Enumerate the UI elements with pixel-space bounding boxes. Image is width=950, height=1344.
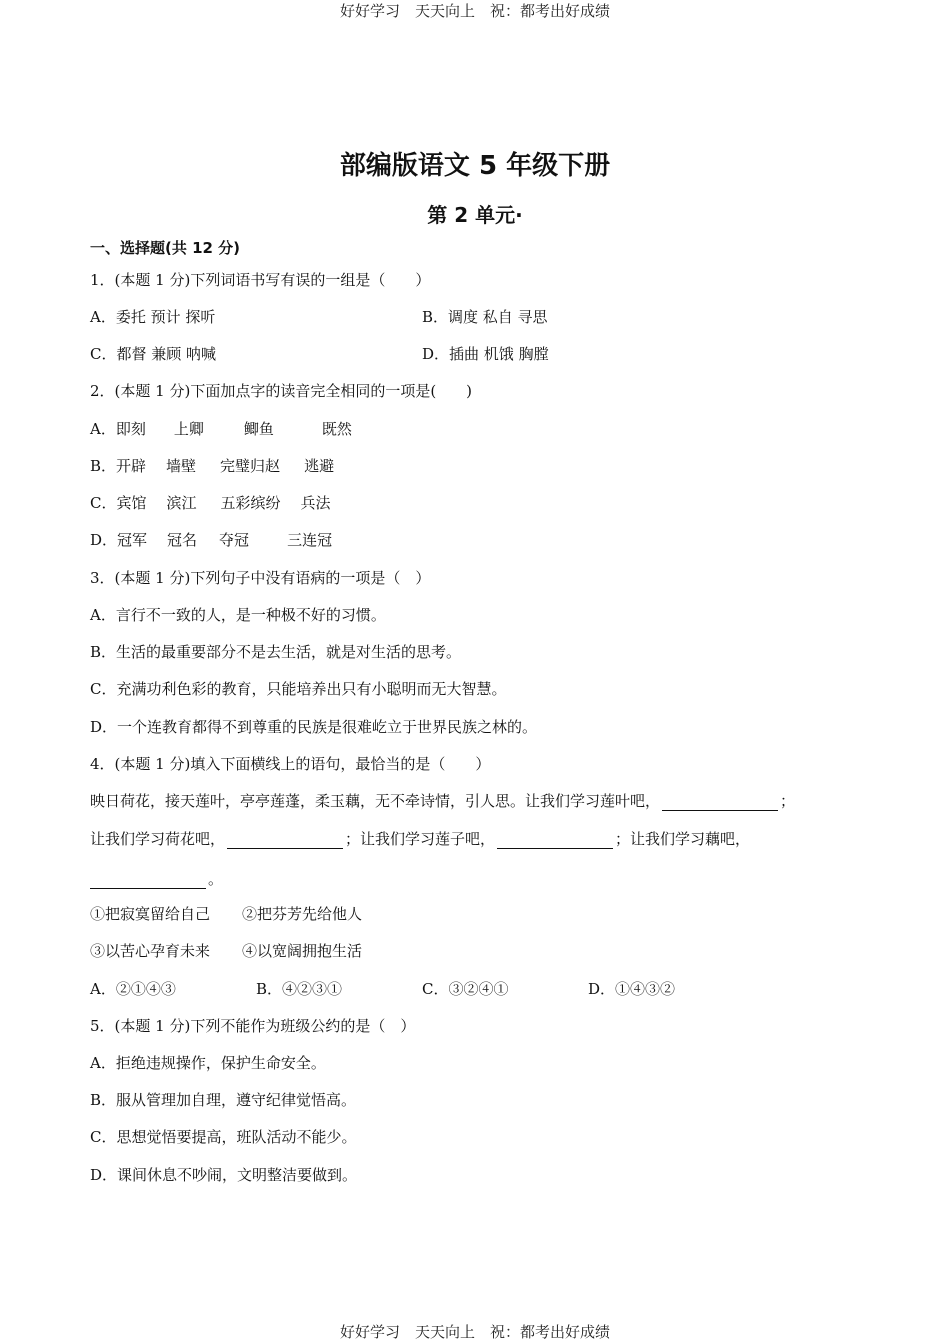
q4-phrase: ④以宽阔拥抱生活 [242,942,363,960]
q4-phrases-row-2 [90,941,362,961]
page-subtitle: 第 2 单元· [427,203,523,227]
q4-phrases-row-1 [90,904,362,924]
q2-b-label: B．开辟 [90,457,147,475]
q1-option-a: A．委托 预计 探听 [90,308,216,326]
page-title: 部编版语文 5 年级下册 [339,151,611,181]
q4-passage-text: 让我们学习荷花吧， [90,830,226,848]
q2-c-label: C．宾馆 [90,494,147,512]
q2-option-d [90,530,332,550]
page-footer: 好好学习 天天向上 祝：都考出好成绩 [339,1323,610,1341]
q4-option-a: A．②①④③ [90,980,176,998]
q4-passage-punct: ； [780,792,796,810]
q5-option-b: B．服从管理加自理，遵守纪律觉悟高。 [90,1091,357,1109]
q4-passage-text: 映日荷花，接天莲叶，亭亭莲蓬，柔玉藕，无不牵诗情，引人思。让我们学习莲叶吧， [90,792,661,810]
q2-b-word: 墙壁 [166,457,197,475]
q4-phrase: ①把寂寞留给自己 [90,905,211,923]
q2-c-word: 五彩缤纷 [220,494,281,512]
q4-passage-line-1 [90,791,795,811]
q1-stem: 1．(本题 1 分)下列词语书写有误的一组是（ ） [90,271,431,289]
q4-blank-4[interactable] [90,872,206,889]
q4-passage-line-3 [90,869,223,889]
q3-option-b: B．生活的最重要部分不是去生活，就是对生活的思考。 [90,643,462,661]
q3-option-d: D．一个连教育都得不到尊重的民族是很难屹立于世界民族之林的。 [90,718,538,736]
q4-blank-2[interactable] [227,832,343,849]
q2-option-c [90,493,331,513]
q3-stem: 3．(本题 1 分)下列句子中没有语病的一项是（ ） [90,569,431,587]
q2-b-word: 逃避 [304,457,335,475]
section-heading: 一、选择题(共 12 分) [90,239,241,257]
q2-d-word: 夺冠 [219,531,250,549]
q4-phrase: ③以苦心孕育未来 [90,942,211,960]
q1-option-d: D．插曲 机饿 胸膛 [422,345,549,363]
q5-option-c: C．思想觉悟要提高，班队活动不能少。 [90,1128,357,1146]
page-header: 好好学习 天天向上 祝：都考出好成绩 [339,2,610,20]
q4-option-c: C．③②④① [422,980,509,998]
q4-passage-text: ；让我们学习藕吧， [615,830,751,848]
q2-a-word: 既然 [321,420,352,438]
q2-c-word: 滨江 [166,494,197,512]
q4-passage-punct: 。 [208,870,224,888]
q2-option-b [90,456,334,476]
q2-stem: 2．(本题 1 分)下面加点字的读音完全相同的一项是( ) [90,382,473,400]
q3-option-c: C．充满功利色彩的教育，只能培养出只有小聪明而无大智慧。 [90,680,507,698]
q2-d-word: 三连冠 [287,531,333,549]
q3-option-a: A．言行不一致的人，是一种极不好的习惯。 [90,606,386,624]
q2-a-word: 鲫鱼 [243,420,274,438]
q4-option-d: D．①④③② [588,980,676,998]
q4-blank-3[interactable] [497,832,613,849]
q5-option-d: D．课间休息不吵闹，文明整洁要做到。 [90,1166,358,1184]
q2-b-word: 完璧归赵 [220,457,281,475]
q5-option-a: A．拒绝违规操作，保护生命安全。 [90,1054,326,1072]
q1-option-c: C．都督 兼顾 呐喊 [90,345,217,363]
q4-phrase: ②把芬芳先给他人 [242,905,363,923]
q2-d-word: 冠名 [167,531,198,549]
q4-passage-line-2 [90,829,750,849]
q2-d-label: D．冠军 [90,531,148,549]
q2-option-a [90,419,352,439]
q2-c-word: 兵法 [300,494,331,512]
q1-option-b: B．调度 私自 寻思 [422,308,548,326]
q4-passage-text: ；让我们学习莲子吧， [345,830,496,848]
q4-stem: 4．(本题 1 分)填入下面横线上的语句，最恰当的是（ ） [90,755,491,773]
q4-option-b: B．④②③① [256,980,343,998]
q5-stem: 5．(本题 1 分)下列不能作为班级公约的是（ ） [90,1017,416,1035]
q4-blank-1[interactable] [662,794,778,811]
q2-a-label: A．即刻 [90,420,146,438]
q2-a-word: 上卿 [173,420,204,438]
